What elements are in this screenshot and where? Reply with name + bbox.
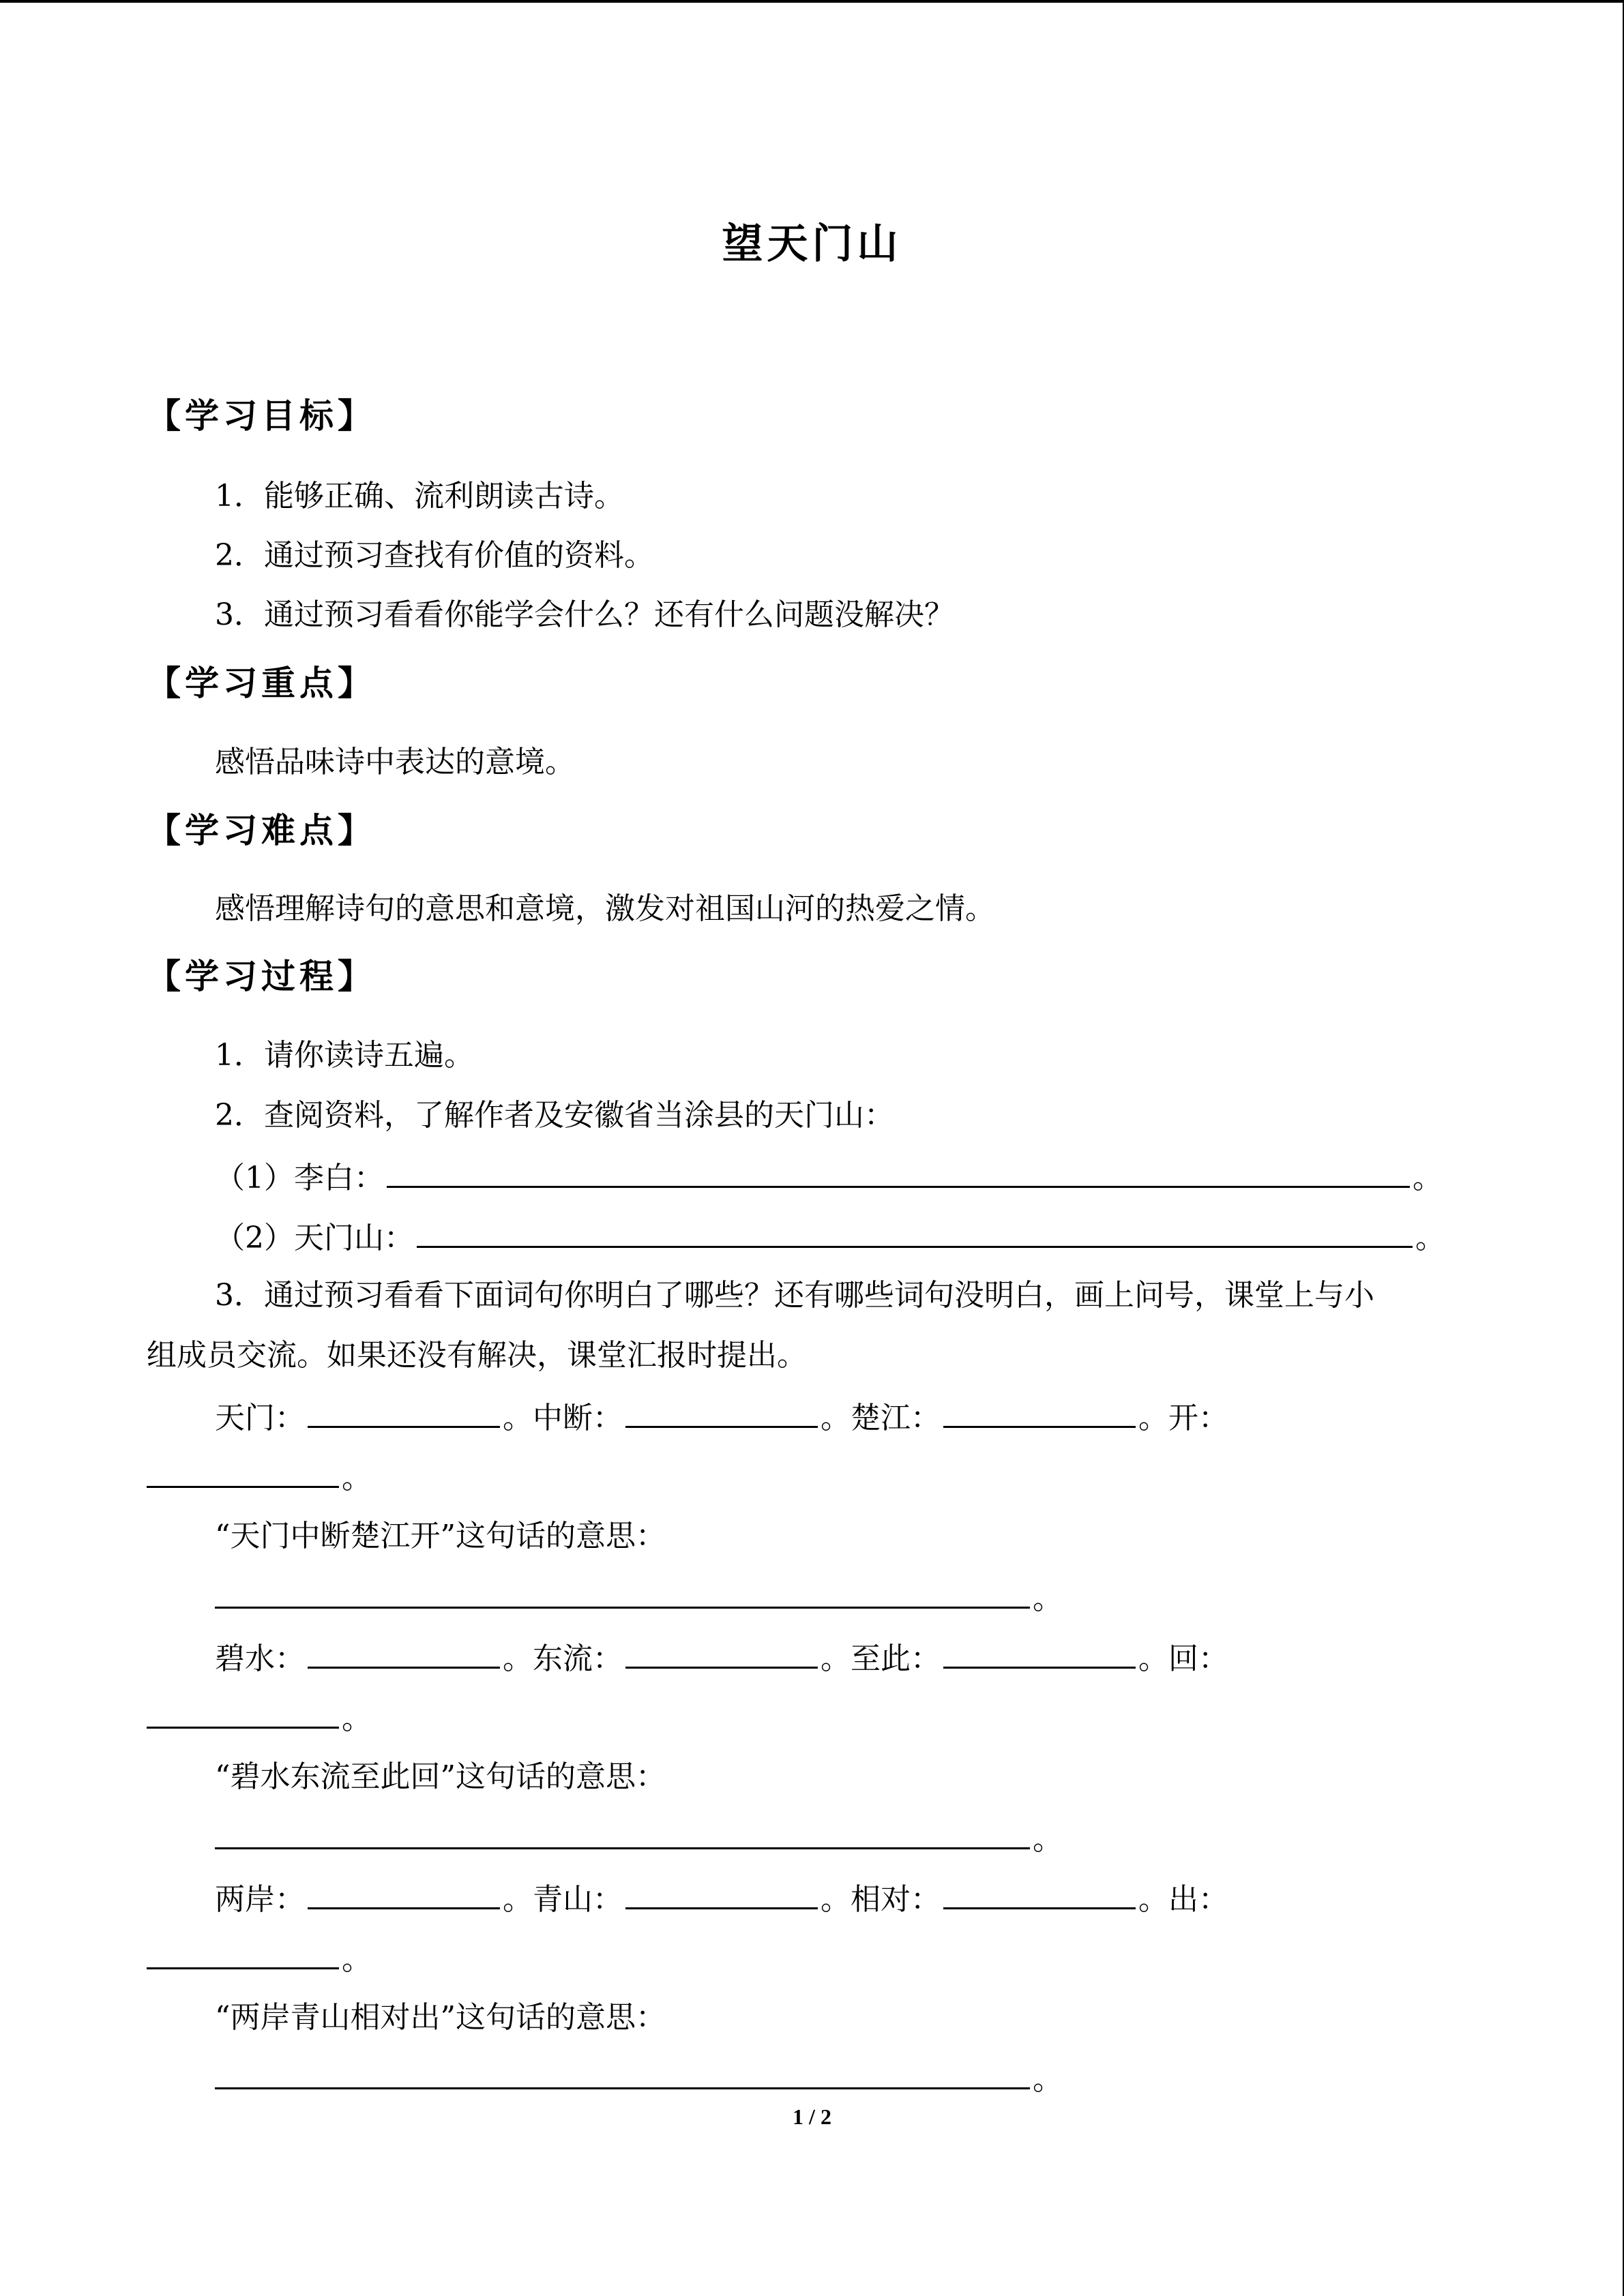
sub-item-tianmenshan-label: （2）天门山： — [215, 1221, 414, 1255]
page-title: 望天门山 — [722, 220, 902, 268]
process-step-1: 1．请你读诗五遍。 — [215, 1038, 474, 1073]
answer-blank-zhici[interactable] — [943, 1637, 1136, 1669]
answer-blank-dongliu[interactable] — [625, 1637, 818, 1669]
word-row-2: 碧水： 。东流： 。至此： 。回： — [215, 1637, 1228, 1680]
process-step-2: 2．查阅资料，了解作者及安徽省当涂县的天门山： — [215, 1098, 894, 1133]
process-step-3-line-1: 3．通过预习看看下面词句你明白了哪些？还有哪些词句没明白，画上问号，课堂上与小 — [215, 1278, 1374, 1313]
sub-item-libai-label: （1）李白： — [215, 1161, 384, 1195]
answer-blank-qingshan[interactable] — [625, 1877, 818, 1909]
sub-item-tianmenshan: （2）天门山： 。 — [215, 1216, 1445, 1259]
answer-blank-meaning-2[interactable] — [215, 1817, 1030, 1849]
answer-blank-meaning-3[interactable] — [215, 2057, 1030, 2089]
answer-blank-bishui[interactable] — [308, 1637, 500, 1669]
meaning-row-1: 。 — [215, 1577, 1063, 1620]
page-top-border — [0, 0, 1624, 3]
heading-process: 【学习过程】 — [147, 957, 376, 996]
word-row-3-cont: 。 — [147, 1937, 372, 1980]
meaning-prompt-1: “天门中断楚江开”这句话的意思： — [215, 1519, 666, 1553]
difficulty-text: 感悟理解诗句的意思和意境，激发对祖国山河的热爱之情。 — [215, 891, 995, 926]
process-step-3-line-2: 组成员交流。如果还没有解决，课堂汇报时提出。 — [147, 1338, 807, 1373]
objective-item-3: 3．通过预习看看你能学会什么？还有什么问题没解决？ — [215, 597, 954, 632]
word-row-2-cont: 。 — [147, 1697, 372, 1740]
objective-item-2: 2．通过预习查找有价值的资料。 — [215, 538, 654, 573]
heading-difficulty: 【学习难点】 — [147, 811, 376, 850]
answer-blank-libai[interactable] — [387, 1156, 1410, 1188]
answer-blank-chu[interactable] — [147, 1937, 339, 1969]
meaning-prompt-3: “两岸青山相对出”这句话的意思： — [215, 2000, 666, 2035]
sub-item-libai: （1）李白： 。 — [215, 1156, 1443, 1199]
word-row-3: 两岸： 。青山： 。相对： 。出： — [215, 1877, 1228, 1920]
answer-blank-liangan[interactable] — [308, 1877, 500, 1909]
word-row-1: 天门： 。中断： 。楚江： 。开： — [215, 1396, 1228, 1439]
answer-blank-zhongduan[interactable] — [625, 1396, 818, 1428]
page-number: 1 / 2 — [793, 2104, 831, 2129]
answer-blank-kai[interactable] — [147, 1456, 339, 1488]
meaning-row-2: 。 — [215, 1817, 1063, 1860]
meaning-prompt-2: “碧水东流至此回”这句话的意思： — [215, 1759, 666, 1794]
answer-blank-chujiang[interactable] — [943, 1396, 1136, 1428]
heading-objectives: 【学习目标】 — [147, 396, 376, 436]
word-row-1-cont: 。 — [147, 1456, 372, 1499]
answer-blank-meaning-1[interactable] — [215, 1577, 1030, 1609]
objective-item-1: 1．能够正确、流利朗读古诗。 — [215, 479, 624, 513]
answer-blank-hui[interactable] — [147, 1697, 339, 1729]
answer-blank-tianmen[interactable] — [308, 1396, 500, 1428]
focus-text: 感悟品味诗中表达的意境。 — [215, 745, 575, 779]
heading-focus: 【学习重点】 — [147, 664, 376, 703]
meaning-row-3: 。 — [215, 2057, 1063, 2100]
answer-blank-tianmenshan[interactable] — [417, 1216, 1413, 1248]
answer-blank-xiangdui[interactable] — [943, 1877, 1136, 1909]
